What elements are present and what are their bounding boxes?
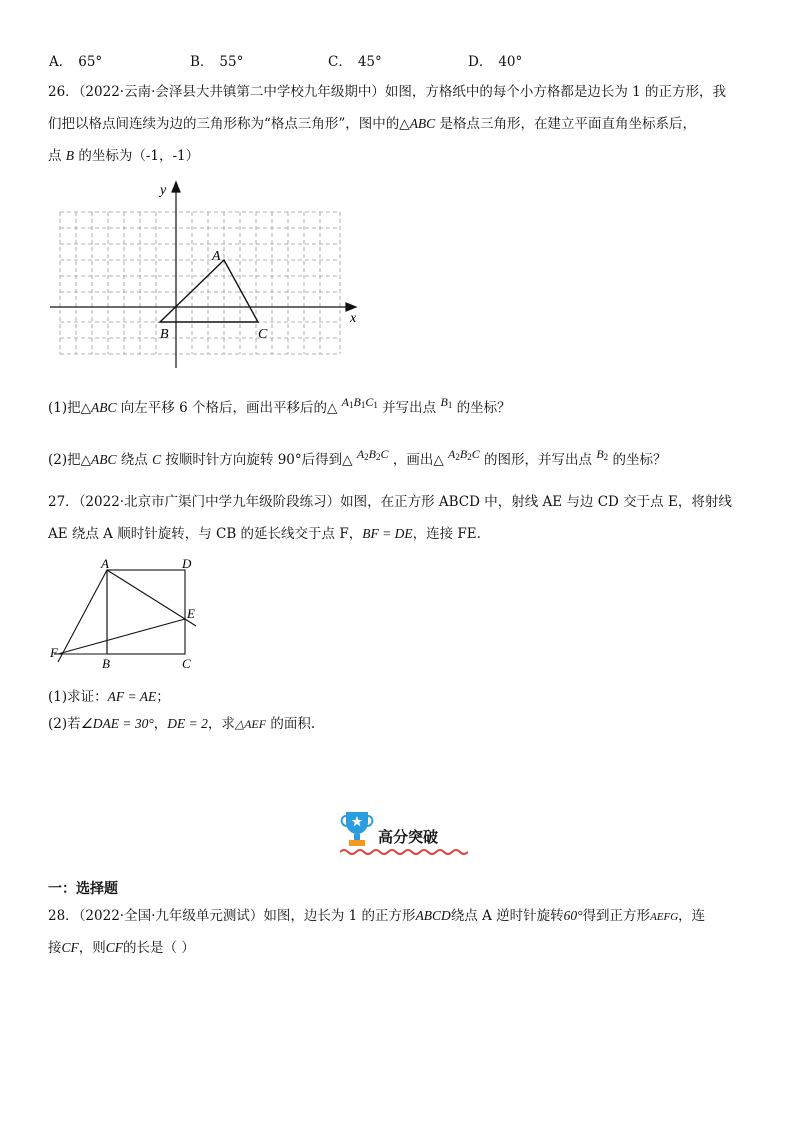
label-a: A xyxy=(101,556,109,571)
q26-line2: 们把以格点间连续为边的三角形称为“格点三角形”，图中的△ABC 是格点三角形，在建立平面直角坐标系后， xyxy=(48,116,696,132)
b1-point: $B_1$ xyxy=(440,395,453,410)
label-c: C xyxy=(182,656,191,671)
section-title: 一：选择题 xyxy=(48,881,118,897)
a1b1c1: $A_1B_1C_1$ xyxy=(341,395,378,410)
q26-grid-figure xyxy=(48,178,368,370)
point-c-label: C xyxy=(258,327,268,342)
a2b2c: $A_2B_2C$ xyxy=(356,447,389,462)
choice-d: D． 40° xyxy=(468,54,523,70)
y-label: y xyxy=(160,183,167,198)
segment-ae xyxy=(107,570,185,619)
x-label: x xyxy=(350,311,357,326)
q26-line3: 点 B 的坐标为（-1，-1） xyxy=(48,148,200,164)
q28-line2: 接CF，则CF的长是（ ） xyxy=(48,940,195,956)
q26-line1: 26．（2022·云南·会泽县大井镇第二中学校九年级期中）如图，方格纸中的每个小方格都是边长为 1 的正方形，我 xyxy=(48,84,727,100)
wave-decoration xyxy=(340,848,468,856)
trophy-icon xyxy=(340,808,374,852)
point-a-label: A xyxy=(212,249,221,264)
high-score-banner xyxy=(338,808,468,854)
b2-point: $B_2$ xyxy=(596,447,609,462)
q27-square-figure xyxy=(48,556,208,674)
y-axis-arrow xyxy=(172,182,180,192)
choice-a: A． 65° xyxy=(49,54,103,70)
a2b2c-2: $A_2B_2C$ xyxy=(448,447,480,462)
q27-part2: (2)若∠DAE = 30°，DE = 2，求△AEF 的面积. xyxy=(48,716,316,732)
label-b: B xyxy=(102,656,110,671)
triangle-abc xyxy=(160,260,258,322)
q26-part2: (2)把△ABC 绕点 C 按顺时针方向旋转 90°后得到△ $A_2B_2C$ ，画出△ $A_2B_2C$ 的图形，并写出点 $B_2$ 的坐标？ xyxy=(48,447,667,468)
q27-line1: 27．（2022·北京市广渠门中学九年级阶段练习）如图，在正方形 ABCD 中，射线 AE 与边 CD 交于点 E，将射线 xyxy=(48,494,732,510)
q27-line2: AE 绕点 A 顺时针旋转，与 CB 的延长线交于点 F，BF = DE，连接 FE. xyxy=(48,526,481,542)
choice-b: B． 55° xyxy=(190,54,244,70)
x-axis-arrow xyxy=(346,303,356,311)
banner-title: 高分突破 xyxy=(378,828,439,846)
label-f: F xyxy=(50,645,58,660)
q27-part1: (1)求证：AF = AE； xyxy=(48,689,170,705)
segment-af xyxy=(58,570,107,662)
point-b-label: B xyxy=(160,327,169,342)
q28-line1: 28．（2022·全国·九年级单元测试）如图，边长为 1 的正方形ABCD绕点 A 逆时针旋转60°得到正方形AEFG，连 xyxy=(48,908,706,924)
segment-fe xyxy=(58,619,185,654)
q26-part1: (1)把△ABC 向左平移 6 个格后，画出平移后的△ $A_1B_1C_1$ 并写出点 $B_1$ 的坐标？ xyxy=(48,395,511,416)
label-e: E xyxy=(187,606,195,621)
axes xyxy=(50,182,356,368)
label-d: D xyxy=(182,556,192,571)
choice-c: C． 45° xyxy=(328,54,382,70)
